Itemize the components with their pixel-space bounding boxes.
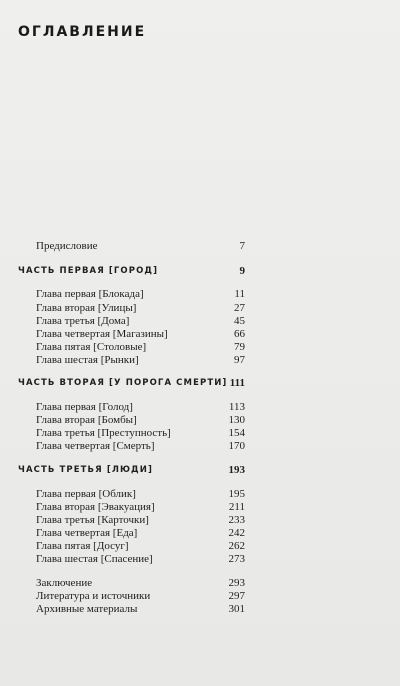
toc-entry-label: Глава вторая [Бомбы] [36,414,137,426]
toc-entry-label: Глава четвертая [Магазины] [36,328,168,340]
toc-entry-label: Глава первая [Голод] [36,401,133,413]
toc-entry-page: 195 [228,488,245,500]
toc-entry-page: 301 [228,603,245,615]
toc-entry-label: Глава четвертая [Еда] [36,527,138,539]
toc-entry-label: Глава вторая [Улицы] [36,302,137,314]
toc-entry-page: 11 [234,288,245,300]
toc-part-page: 9 [239,265,245,277]
toc-entry [0,539,400,553]
toc-part-label: ЧАСТЬ ВТОРАЯ [У ПОРОГА СМЕРТИ] [18,378,228,388]
toc-entry-page: 130 [228,414,245,426]
toc-part-label: ЧАСТЬ ТРЕТЬЯ [ЛЮДИ] [18,465,153,475]
toc-entry-page: 113 [228,401,245,413]
toc-entry-label: Глава первая [Облик] [36,488,136,500]
toc-entry [0,513,400,527]
toc-entry-label: Глава четвертая [Смерть] [36,440,155,452]
toc-entry [0,439,400,453]
toc-entry-label: Глава пятая [Досуг] [36,540,129,552]
toc-entry-preface [0,239,400,253]
toc-entry-label: Глава третья [Дома] [36,315,130,327]
toc-entry-label: Глава пятая [Столовые] [36,341,147,353]
toc-entry-page: 262 [228,540,245,552]
toc-entry [0,576,400,590]
toc-part-1 [0,264,400,278]
page-title: ОГЛАВЛЕНИЕ [18,24,147,40]
toc-entry-label: Заключение [36,577,93,589]
toc-entry-label: Литература и источники [36,590,151,602]
toc-part-label: ЧАСТЬ ПЕРВАЯ [ГОРОД] [18,266,159,276]
toc-entry-label: Предисловие [36,240,98,252]
toc-entry-page: 233 [228,514,245,526]
toc-entry [0,552,400,566]
toc-entry [0,589,400,603]
toc-part-2 [0,376,400,390]
toc-entry-page: 211 [228,501,245,513]
toc-entry [0,340,400,354]
toc-entry [0,526,400,540]
toc-entry-page: 7 [239,240,245,252]
toc-part-3 [0,463,400,477]
toc-entry [0,327,400,341]
toc-entry-page: 97 [234,354,245,366]
toc-entry-label: Глава шестая [Рынки] [36,354,139,366]
toc-entry [0,602,400,616]
toc-entry-page: 242 [228,527,245,539]
toc-entry [0,287,400,301]
toc-entry-page: 297 [228,590,245,602]
toc-part-page: 193 [228,464,245,476]
toc-entry [0,353,400,367]
toc-entry-page: 27 [234,302,245,314]
toc-entry [0,500,400,514]
toc-entry-label: Архивные материалы [36,603,138,615]
toc-entry [0,400,400,414]
toc-entry-label: Глава шестая [Спасение] [36,553,153,565]
toc-part-page: 111 [229,377,245,389]
toc-entry-label: Глава третья [Преступность] [36,427,171,439]
toc-entry-label: Глава третья [Карточки] [36,514,149,526]
toc-entry-page: 293 [228,577,245,589]
toc-entry [0,426,400,440]
toc-entry-page: 79 [234,341,245,353]
toc-entry-label: Глава вторая [Эвакуация] [36,501,155,513]
toc-entry-page: 273 [228,553,245,565]
toc-entry-page: 154 [228,427,245,439]
toc-entry-page: 170 [228,440,245,452]
toc-entry-page: 66 [234,328,245,340]
toc-entry-label: Глава первая [Блокада] [36,288,144,300]
toc-entry [0,314,400,328]
toc-entry [0,413,400,427]
toc-entry [0,487,400,501]
toc-entry [0,301,400,315]
toc-entry-page: 45 [234,315,245,327]
